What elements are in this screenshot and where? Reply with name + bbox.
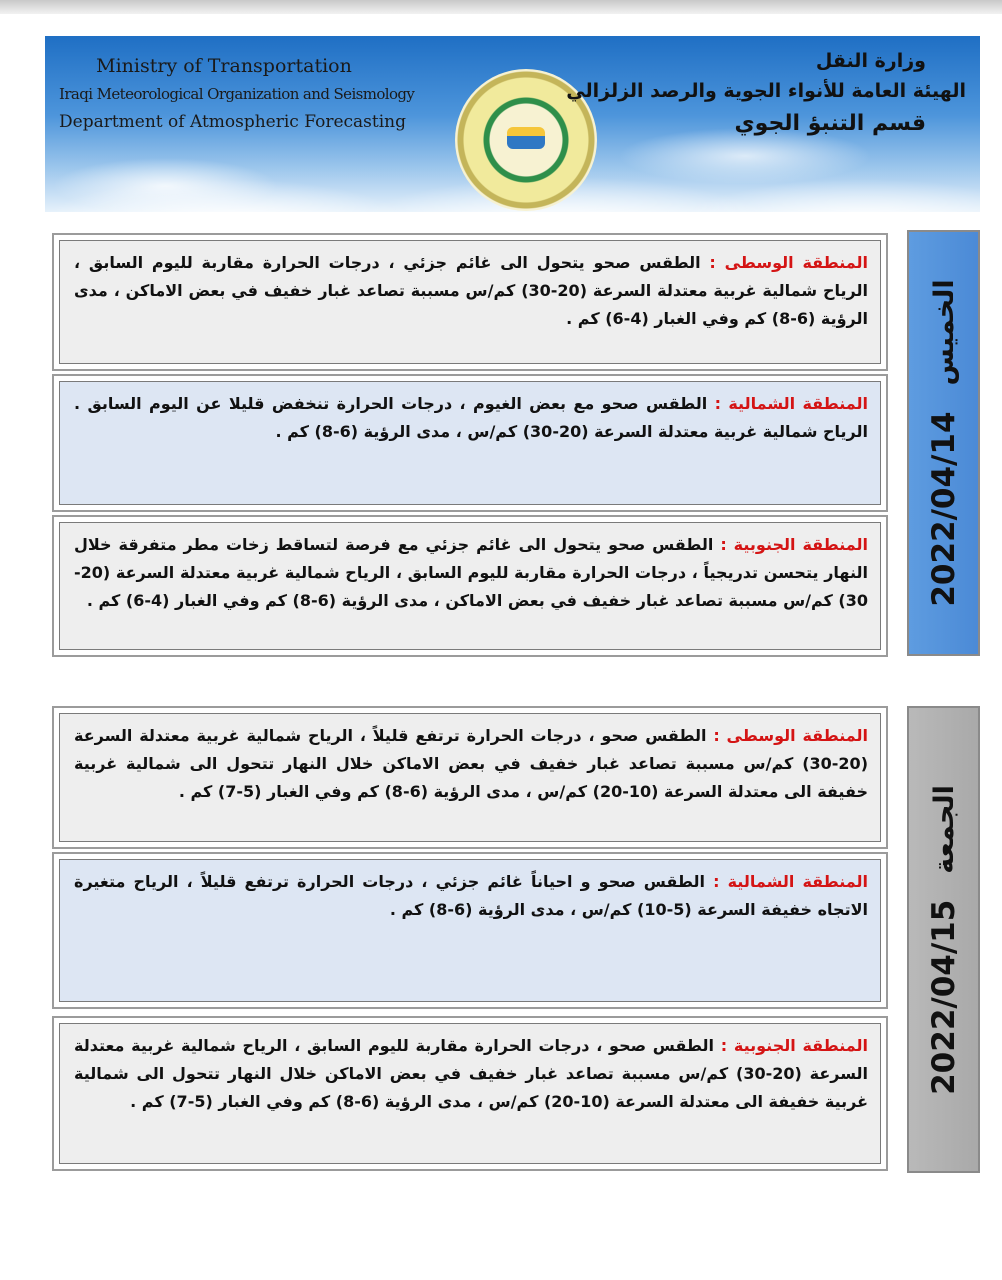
region-title: المنطقة الجنوبية : xyxy=(720,1036,869,1055)
region-forecast-text: الطقس صحو مع بعض الغيوم ، درجات الحرارة تنخفض قليلا عن اليوم السابق . الرياح شمالية غربية معتدلة السرعة (20-30) كم/س ، مدى الرؤية (6-8) كم . xyxy=(74,394,868,441)
department-name-ar: قسم التنبؤ الجوي xyxy=(734,111,926,136)
region-forecast xyxy=(59,1023,881,1164)
region-forecast-text: الطقس صحو ، درجات الحرارة ترتفع قليلاً ، الرياح شمالية غربية معتدلة السرعة (20-30) كم/س مسببة تصاعد غبار خفيف في بعض الاماكن خلال النهار تتحول الى شمالية غربية خفيفة الى معتدلة السرعة (10-20) كم/س ، مدى الرؤية (6-8) كم وفي الغبار (5-7) كم . xyxy=(74,726,868,801)
region-title: المنطقة الشمالية : xyxy=(713,872,869,891)
region-forecast xyxy=(59,859,881,1002)
ministry-name-en: Ministry of Transportation xyxy=(96,55,352,77)
date-value: 2022/04/14 xyxy=(925,411,962,607)
organization-name-ar: الهيئة العامة للأنواء الجوية والرصد الزلزالي xyxy=(566,80,966,102)
region-forecast xyxy=(59,713,881,842)
region-forecast-text: الطقس صحو يتحول الى غائم جزئي ، درجات الحرارة مقاربة لليوم السابق ، الرياح شمالية غربية معتدلة السرعة (20-30) كم/س مسببة تصاعد غبار خفيف في بعض الاماكن ، مدى الرؤية (6-8) كم وفي الغبار (4-6) كم . xyxy=(74,253,868,328)
region-forecast-text: الطقس صحو ، درجات الحرارة مقاربة لليوم السابق ، الرياح شمالية غربية معتدلة السرعة (20-30) كم/س مسببة تصاعد غبار خفيف في بعض الاماكن خلال النهار تتحول الى شمالية غربية خفيفة الى معتدلة السرعة (10-20) كم/س ، مدى الرؤية (6-8) كم وفي الغبار (5-7) كم . xyxy=(74,1036,868,1111)
date-value: 2022/04/15 xyxy=(925,899,962,1095)
organization-name-en: Iraqi Meteorological Organization and Seismology xyxy=(59,85,415,103)
day1-date-panel xyxy=(907,230,980,656)
day2-date-label xyxy=(926,785,962,1095)
region-forecast-text: الطقس صحو يتحول الى غائم جزئي مع فرصة لتساقط زخات مطر متفرقة خلال النهار يتحسن تدريجياً ، درجات الحرارة مقاربة لليوم السابق ، الرياح شمالية غربية معتدلة السرعة (20-30) كم/س مسببة تصاعد غبار خفيف في بعض الاماكن ، مدى الرؤية (6-8) كم وفي الغبار (4-6) كم . xyxy=(74,535,868,610)
header-arabic xyxy=(566,46,966,142)
day1-northern-region xyxy=(52,374,888,512)
day-name: الخميس xyxy=(928,279,959,386)
day2-central-region xyxy=(52,706,888,849)
region-forecast xyxy=(59,240,881,364)
day2-northern-region xyxy=(52,852,888,1009)
top-band xyxy=(0,0,1002,14)
sun-cloud-icon xyxy=(507,127,545,149)
region-title: المنطقة الجنوبية : xyxy=(720,535,869,554)
ministry-name-ar: وزارة النقل xyxy=(815,50,926,72)
header-english xyxy=(59,52,415,136)
region-forecast xyxy=(59,381,881,505)
region-title: المنطقة الوسطى : xyxy=(713,726,868,745)
region-forecast-text: الطقس صحو و احياناً غائم جزئي ، درجات الحرارة ترتفع قليلاً ، الرياح متغيرة الاتجاه خفيفة السرعة (5-10) كم/س ، مدى الرؤية (6-8) كم . xyxy=(74,872,868,919)
day-name: الجمعة xyxy=(928,784,959,874)
day1-date-label xyxy=(926,279,962,606)
day1-central-region xyxy=(52,233,888,371)
day2-southern-region xyxy=(52,1016,888,1171)
day1-southern-region xyxy=(52,515,888,657)
region-forecast xyxy=(59,522,881,650)
region-title: المنطقة الوسطى : xyxy=(709,253,869,272)
header-banner xyxy=(45,36,980,212)
day2-date-panel xyxy=(907,706,980,1173)
department-name-en: Department of Atmospheric Forecasting xyxy=(59,112,406,132)
region-title: المنطقة الشمالية : xyxy=(714,394,869,413)
